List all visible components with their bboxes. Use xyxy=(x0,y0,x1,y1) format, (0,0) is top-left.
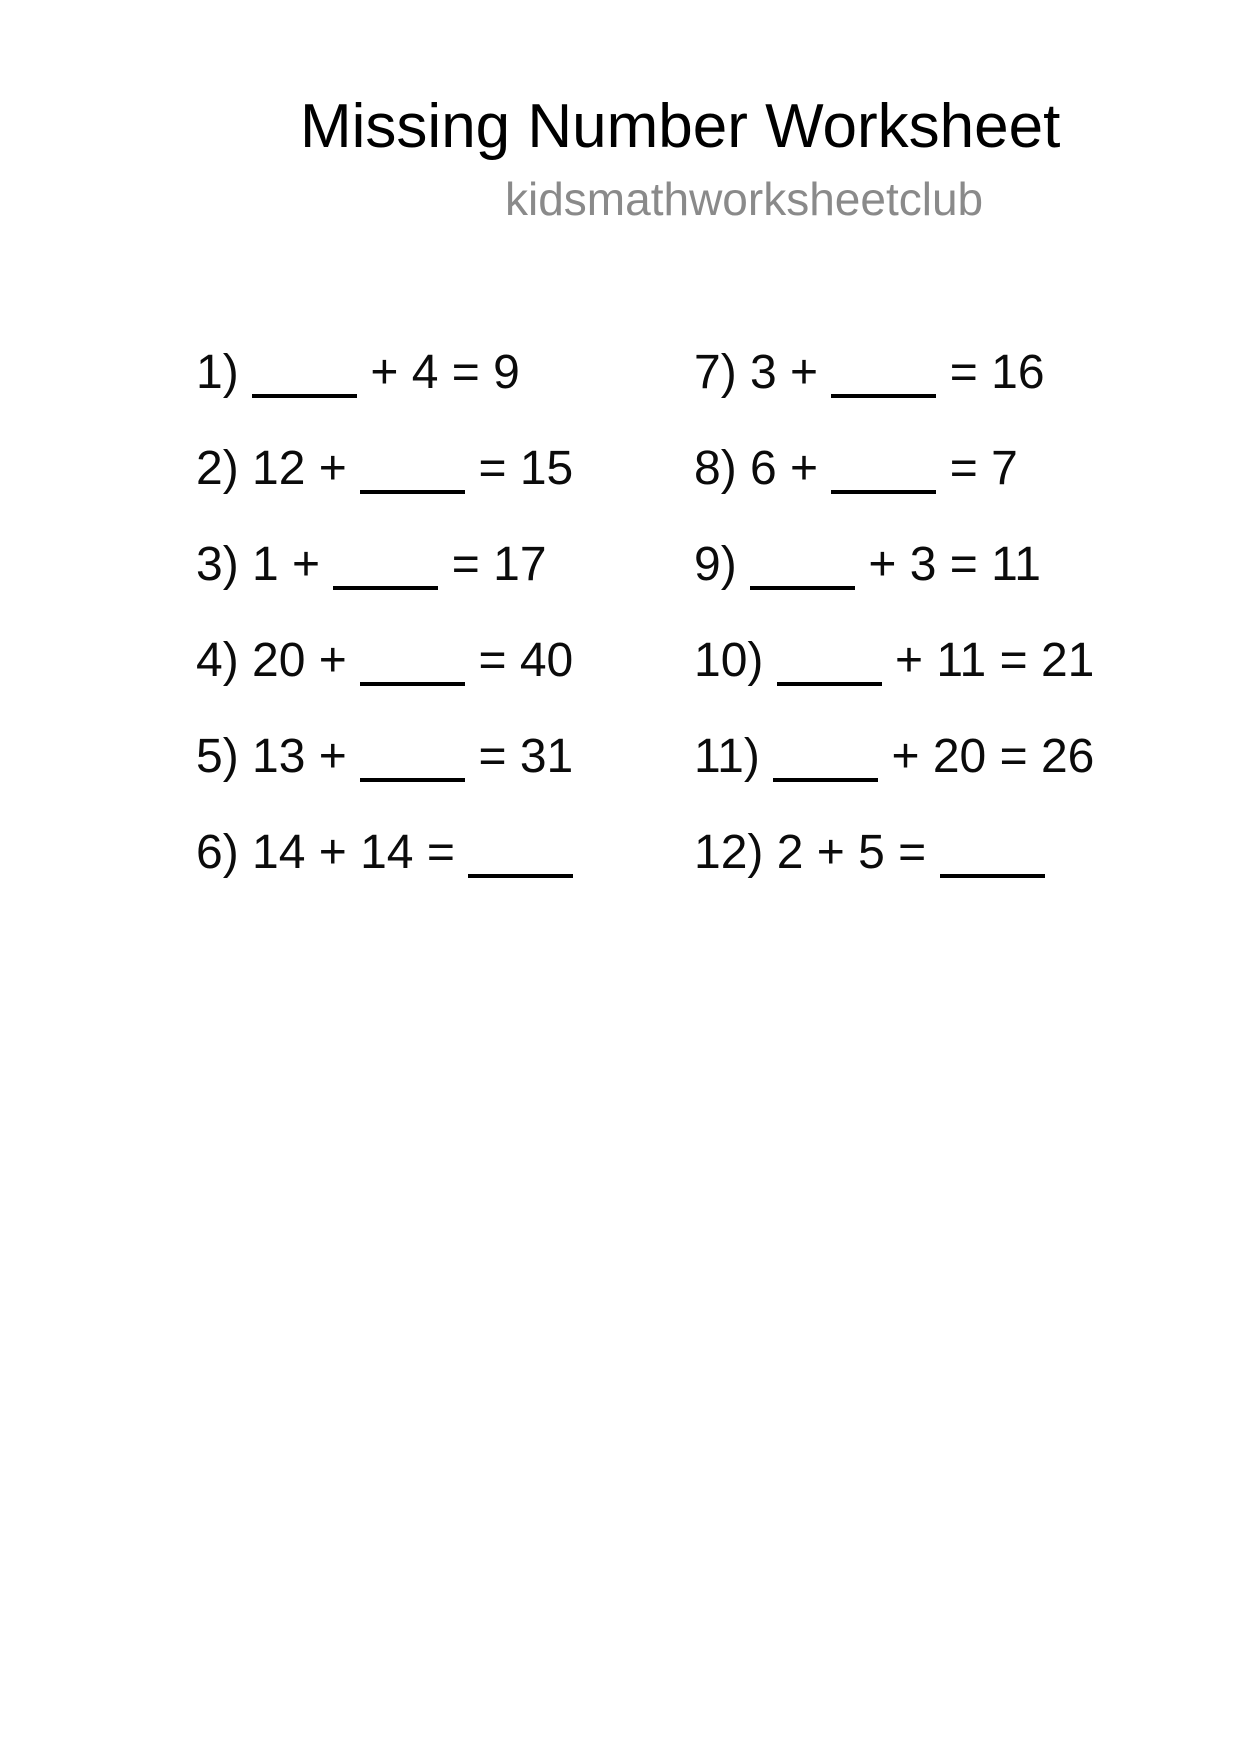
problem-text-after: = 15 xyxy=(465,442,574,495)
problem-text-after: = 17 xyxy=(438,538,547,591)
problem-text-after: + 20 = 26 xyxy=(878,730,1095,783)
problem-2 xyxy=(196,421,573,517)
answer-blank xyxy=(468,874,573,878)
problem-text-before: 8) 6 + xyxy=(694,442,832,495)
problems-column-right xyxy=(694,325,1094,901)
problem-text-after: = 40 xyxy=(465,634,574,687)
problems-column-left xyxy=(196,325,573,901)
problem-text-after: = 31 xyxy=(465,730,574,783)
answer-blank xyxy=(360,778,465,782)
answer-blank xyxy=(777,682,882,686)
problem-text-before: 6) 14 + 14 = xyxy=(196,826,469,879)
problem-text-before: 1) xyxy=(196,346,253,399)
problem-text-after: = 7 xyxy=(936,442,1018,495)
problem-8 xyxy=(694,421,1094,517)
problem-text-after: + 3 = 11 xyxy=(855,538,1041,591)
problem-text-after: + 4 = 9 xyxy=(357,346,520,399)
answer-blank xyxy=(831,490,936,494)
problem-11 xyxy=(694,709,1094,805)
problem-7 xyxy=(694,325,1094,421)
problem-text-before: 7) 3 + xyxy=(694,346,832,399)
problem-text-before: 4) 20 + xyxy=(196,634,361,687)
answer-blank xyxy=(360,490,465,494)
answer-blank xyxy=(360,682,465,686)
problem-text-after: = 16 xyxy=(936,346,1045,399)
problem-10 xyxy=(694,613,1094,709)
problem-text-before: 9) xyxy=(694,538,751,591)
problem-text-after: + 11 = 21 xyxy=(881,634,1095,687)
problem-4 xyxy=(196,613,573,709)
answer-blank xyxy=(333,586,438,590)
problem-text-before: 11) xyxy=(694,730,774,783)
problem-text-before: 2) 12 + xyxy=(196,442,361,495)
problem-text-before: 12) 2 + 5 = xyxy=(694,826,940,879)
answer-blank xyxy=(773,778,878,782)
problem-9 xyxy=(694,517,1094,613)
problem-1 xyxy=(196,325,573,421)
problem-text-before: 3) 1 + xyxy=(196,538,334,591)
page-subtitle: kidsmathworksheetclub xyxy=(505,173,984,225)
problem-12 xyxy=(694,805,1094,901)
problem-5 xyxy=(196,709,573,805)
problem-text-before: 10) xyxy=(694,634,777,687)
page-title: Missing Number Worksheet xyxy=(300,92,1061,161)
answer-blank xyxy=(940,874,1045,878)
answer-blank xyxy=(750,586,855,590)
problem-text-before: 5) 13 + xyxy=(196,730,361,783)
answer-blank xyxy=(831,394,936,398)
problem-3 xyxy=(196,517,573,613)
answer-blank xyxy=(252,394,357,398)
problem-6 xyxy=(196,805,573,901)
